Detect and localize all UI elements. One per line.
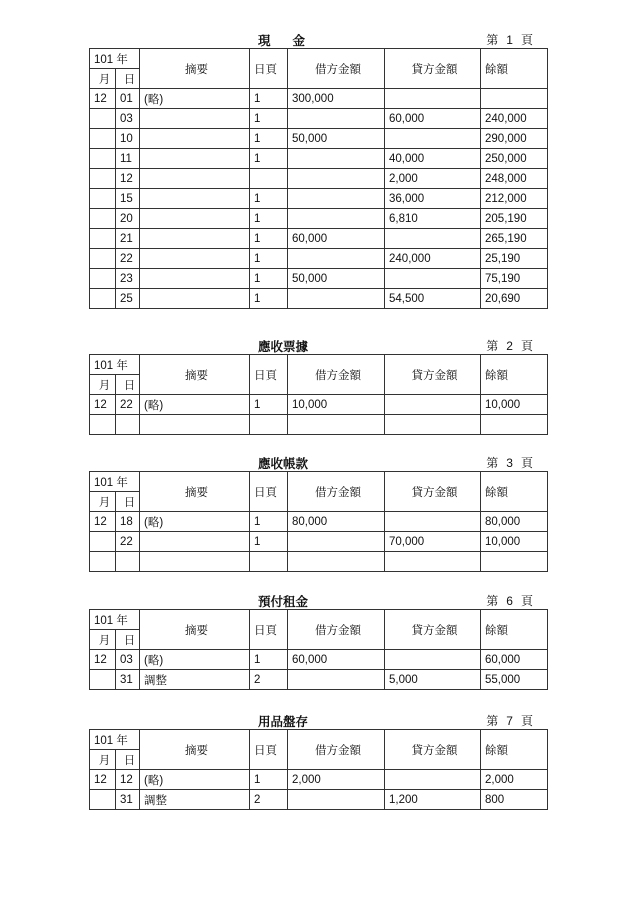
month-header: 月 <box>90 750 116 770</box>
year-header: 101 年 <box>90 730 140 750</box>
ledger-table <box>89 471 548 572</box>
table-row <box>90 89 548 109</box>
balance-cell: 20,690 <box>481 289 548 309</box>
debit-cell <box>288 670 385 690</box>
balance-cell: 240,000 <box>481 109 548 129</box>
credit-cell <box>385 89 481 109</box>
ref-cell: 1 <box>250 512 288 532</box>
year-header: 101 年 <box>90 472 140 492</box>
table-row <box>90 552 548 572</box>
debit-cell <box>288 415 385 435</box>
credit-cell: 70,000 <box>385 532 481 552</box>
ledger-prepaid-rent <box>89 591 547 690</box>
ledger-page-number: 第 2 頁 <box>486 339 533 353</box>
month-cell: 12 <box>90 395 116 415</box>
debit-header: 借方金額 <box>288 610 385 650</box>
ledger-title: 預付租金 <box>258 595 309 609</box>
credit-cell: 40,000 <box>385 149 481 169</box>
month-cell <box>90 129 116 149</box>
day-header: 日 <box>116 492 140 512</box>
summary-cell: (略) <box>140 770 250 790</box>
summary-cell: (略) <box>140 89 250 109</box>
ledger-table <box>89 354 548 435</box>
ref-header: 日頁 <box>250 472 288 512</box>
summary-cell <box>140 249 250 269</box>
ref-cell: 1 <box>250 289 288 309</box>
month-cell <box>90 269 116 289</box>
ledger-header-row-1 <box>90 49 548 69</box>
ledger-heading <box>89 591 547 609</box>
debit-cell: 60,000 <box>288 650 385 670</box>
debit-cell: 2,000 <box>288 770 385 790</box>
credit-cell <box>385 770 481 790</box>
ref-cell: 2 <box>250 670 288 690</box>
month-cell <box>90 189 116 209</box>
credit-header: 貸方金額 <box>385 730 481 770</box>
summary-cell: (略) <box>140 395 250 415</box>
table-row <box>90 229 548 249</box>
table-row <box>90 670 548 690</box>
ledger-heading <box>89 30 547 48</box>
credit-cell: 36,000 <box>385 189 481 209</box>
ref-cell <box>250 169 288 189</box>
day-cell: 23 <box>116 269 140 289</box>
table-row <box>90 790 548 810</box>
summary-cell <box>140 289 250 309</box>
ledger-cash <box>89 30 547 309</box>
summary-cell <box>140 149 250 169</box>
credit-cell: 240,000 <box>385 249 481 269</box>
debit-cell <box>288 109 385 129</box>
month-header: 月 <box>90 492 116 512</box>
table-row <box>90 149 548 169</box>
ledger-heading <box>89 453 547 471</box>
ref-header: 日頁 <box>250 49 288 89</box>
table-row <box>90 269 548 289</box>
day-cell: 12 <box>116 770 140 790</box>
year-header: 101 年 <box>90 610 140 630</box>
ledger-header-row-1 <box>90 355 548 375</box>
table-row <box>90 532 548 552</box>
ref-cell: 2 <box>250 790 288 810</box>
table-row <box>90 249 548 269</box>
credit-header: 貸方金額 <box>385 472 481 512</box>
ref-cell: 1 <box>250 149 288 169</box>
balance-cell <box>481 415 548 435</box>
ledger-title: 應收帳款 <box>258 457 309 471</box>
ledger-page-number: 第 7 頁 <box>486 714 533 728</box>
day-cell: 22 <box>116 532 140 552</box>
balance-cell: 10,000 <box>481 532 548 552</box>
balance-header: 餘額 <box>481 730 548 770</box>
year-header: 101 年 <box>90 49 140 69</box>
month-cell <box>90 670 116 690</box>
debit-cell <box>288 189 385 209</box>
month-cell: 12 <box>90 650 116 670</box>
balance-cell <box>481 89 548 109</box>
day-cell: 11 <box>116 149 140 169</box>
debit-cell <box>288 790 385 810</box>
day-cell: 01 <box>116 89 140 109</box>
summary-cell <box>140 552 250 572</box>
ref-header: 日頁 <box>250 355 288 395</box>
ledger-page-number: 第 1 頁 <box>486 33 533 47</box>
credit-header: 貸方金額 <box>385 355 481 395</box>
debit-cell <box>288 249 385 269</box>
table-row <box>90 289 548 309</box>
month-cell <box>90 532 116 552</box>
ledger-heading <box>89 336 547 354</box>
table-row <box>90 189 548 209</box>
debit-header: 借方金額 <box>288 730 385 770</box>
ref-cell: 1 <box>250 209 288 229</box>
month-cell <box>90 552 116 572</box>
ref-cell: 1 <box>250 770 288 790</box>
balance-header: 餘額 <box>481 610 548 650</box>
summary-cell <box>140 415 250 435</box>
ref-cell: 1 <box>250 229 288 249</box>
month-cell <box>90 109 116 129</box>
balance-cell: 2,000 <box>481 770 548 790</box>
credit-cell <box>385 552 481 572</box>
balance-cell: 55,000 <box>481 670 548 690</box>
ledger-header-row-1 <box>90 730 548 750</box>
day-cell: 03 <box>116 650 140 670</box>
summary-cell <box>140 532 250 552</box>
month-cell <box>90 169 116 189</box>
ref-cell: 1 <box>250 395 288 415</box>
table-row <box>90 650 548 670</box>
ledger-header-row-1 <box>90 610 548 630</box>
debit-header: 借方金額 <box>288 355 385 395</box>
month-header: 月 <box>90 375 116 395</box>
balance-cell: 80,000 <box>481 512 548 532</box>
ledger-table <box>89 729 548 810</box>
credit-cell <box>385 129 481 149</box>
table-row <box>90 395 548 415</box>
credit-cell: 6,810 <box>385 209 481 229</box>
ref-cell: 1 <box>250 249 288 269</box>
debit-cell: 60,000 <box>288 229 385 249</box>
debit-cell: 10,000 <box>288 395 385 415</box>
ledger-accounts-receivable <box>89 453 547 572</box>
summary-cell <box>140 109 250 129</box>
day-header: 日 <box>116 375 140 395</box>
balance-header: 餘額 <box>481 355 548 395</box>
ref-cell: 1 <box>250 89 288 109</box>
summary-cell <box>140 129 250 149</box>
credit-cell: 1,200 <box>385 790 481 810</box>
balance-cell: 25,190 <box>481 249 548 269</box>
month-cell <box>90 415 116 435</box>
summary-header: 摘要 <box>140 49 250 89</box>
credit-cell <box>385 269 481 289</box>
ledger-table <box>89 48 548 309</box>
credit-cell <box>385 650 481 670</box>
debit-cell <box>288 289 385 309</box>
ref-cell <box>250 415 288 435</box>
day-cell: 03 <box>116 109 140 129</box>
day-cell: 18 <box>116 512 140 532</box>
day-cell: 25 <box>116 289 140 309</box>
balance-cell <box>481 552 548 572</box>
day-cell: 15 <box>116 189 140 209</box>
month-cell <box>90 289 116 309</box>
credit-cell: 60,000 <box>385 109 481 129</box>
balance-cell: 10,000 <box>481 395 548 415</box>
summary-header: 摘要 <box>140 730 250 770</box>
credit-header: 貸方金額 <box>385 610 481 650</box>
ref-cell: 1 <box>250 129 288 149</box>
balance-cell: 205,190 <box>481 209 548 229</box>
credit-cell: 2,000 <box>385 169 481 189</box>
summary-cell: (略) <box>140 512 250 532</box>
ref-cell: 1 <box>250 269 288 289</box>
credit-cell: 5,000 <box>385 670 481 690</box>
summary-cell: 調整 <box>140 670 250 690</box>
month-cell <box>90 149 116 169</box>
summary-cell <box>140 269 250 289</box>
balance-cell: 60,000 <box>481 650 548 670</box>
table-row <box>90 512 548 532</box>
balance-header: 餘額 <box>481 472 548 512</box>
balance-cell: 265,190 <box>481 229 548 249</box>
day-header: 日 <box>116 750 140 770</box>
day-cell <box>116 415 140 435</box>
debit-cell: 50,000 <box>288 129 385 149</box>
credit-header: 貸方金額 <box>385 49 481 89</box>
ref-cell <box>250 552 288 572</box>
debit-cell: 50,000 <box>288 269 385 289</box>
summary-cell <box>140 189 250 209</box>
day-cell: 10 <box>116 129 140 149</box>
debit-header: 借方金額 <box>288 472 385 512</box>
balance-cell: 800 <box>481 790 548 810</box>
debit-cell: 300,000 <box>288 89 385 109</box>
ref-cell: 1 <box>250 532 288 552</box>
day-header: 日 <box>116 69 140 89</box>
day-cell: 22 <box>116 395 140 415</box>
credit-cell: 54,500 <box>385 289 481 309</box>
credit-cell <box>385 415 481 435</box>
debit-cell <box>288 169 385 189</box>
day-cell: 20 <box>116 209 140 229</box>
month-header: 月 <box>90 630 116 650</box>
debit-cell <box>288 149 385 169</box>
credit-cell <box>385 395 481 415</box>
table-row <box>90 109 548 129</box>
debit-cell: 80,000 <box>288 512 385 532</box>
month-cell: 12 <box>90 512 116 532</box>
credit-cell <box>385 512 481 532</box>
day-cell: 12 <box>116 169 140 189</box>
ledger-page-number: 第 3 頁 <box>486 456 533 470</box>
month-cell <box>90 229 116 249</box>
day-cell: 22 <box>116 249 140 269</box>
day-header: 日 <box>116 630 140 650</box>
ledger-page-number: 第 6 頁 <box>486 594 533 608</box>
table-row <box>90 209 548 229</box>
debit-cell <box>288 532 385 552</box>
month-cell: 12 <box>90 89 116 109</box>
ref-header: 日頁 <box>250 610 288 650</box>
balance-cell: 248,000 <box>481 169 548 189</box>
summary-cell: (略) <box>140 650 250 670</box>
table-row <box>90 169 548 189</box>
month-cell <box>90 790 116 810</box>
debit-cell <box>288 552 385 572</box>
month-cell <box>90 209 116 229</box>
ref-cell: 1 <box>250 189 288 209</box>
month-header: 月 <box>90 69 116 89</box>
debit-cell <box>288 209 385 229</box>
month-cell <box>90 249 116 269</box>
ledger-heading <box>89 711 547 729</box>
ref-cell: 1 <box>250 109 288 129</box>
ledger-supplies <box>89 711 547 810</box>
balance-header: 餘額 <box>481 49 548 89</box>
summary-header: 摘要 <box>140 610 250 650</box>
summary-header: 摘要 <box>140 472 250 512</box>
credit-cell <box>385 229 481 249</box>
balance-cell: 212,000 <box>481 189 548 209</box>
ledger-header-row-1 <box>90 472 548 492</box>
ledger-table <box>89 609 548 690</box>
summary-header: 摘要 <box>140 355 250 395</box>
ref-cell: 1 <box>250 650 288 670</box>
day-cell: 21 <box>116 229 140 249</box>
year-header: 101 年 <box>90 355 140 375</box>
balance-cell: 250,000 <box>481 149 548 169</box>
balance-cell: 290,000 <box>481 129 548 149</box>
debit-header: 借方金額 <box>288 49 385 89</box>
summary-cell <box>140 229 250 249</box>
balance-cell: 75,190 <box>481 269 548 289</box>
day-cell <box>116 552 140 572</box>
summary-cell: 調整 <box>140 790 250 810</box>
table-row <box>90 770 548 790</box>
table-row <box>90 129 548 149</box>
ledger-title: 應收票據 <box>258 340 309 354</box>
summary-cell <box>140 169 250 189</box>
ledger-notes-receivable <box>89 336 547 435</box>
table-row <box>90 415 548 435</box>
month-cell: 12 <box>90 770 116 790</box>
summary-cell <box>140 209 250 229</box>
ledger-title: 現金 <box>258 34 328 48</box>
day-cell: 31 <box>116 790 140 810</box>
day-cell: 31 <box>116 670 140 690</box>
ref-header: 日頁 <box>250 730 288 770</box>
ledger-title: 用品盤存 <box>258 715 309 729</box>
